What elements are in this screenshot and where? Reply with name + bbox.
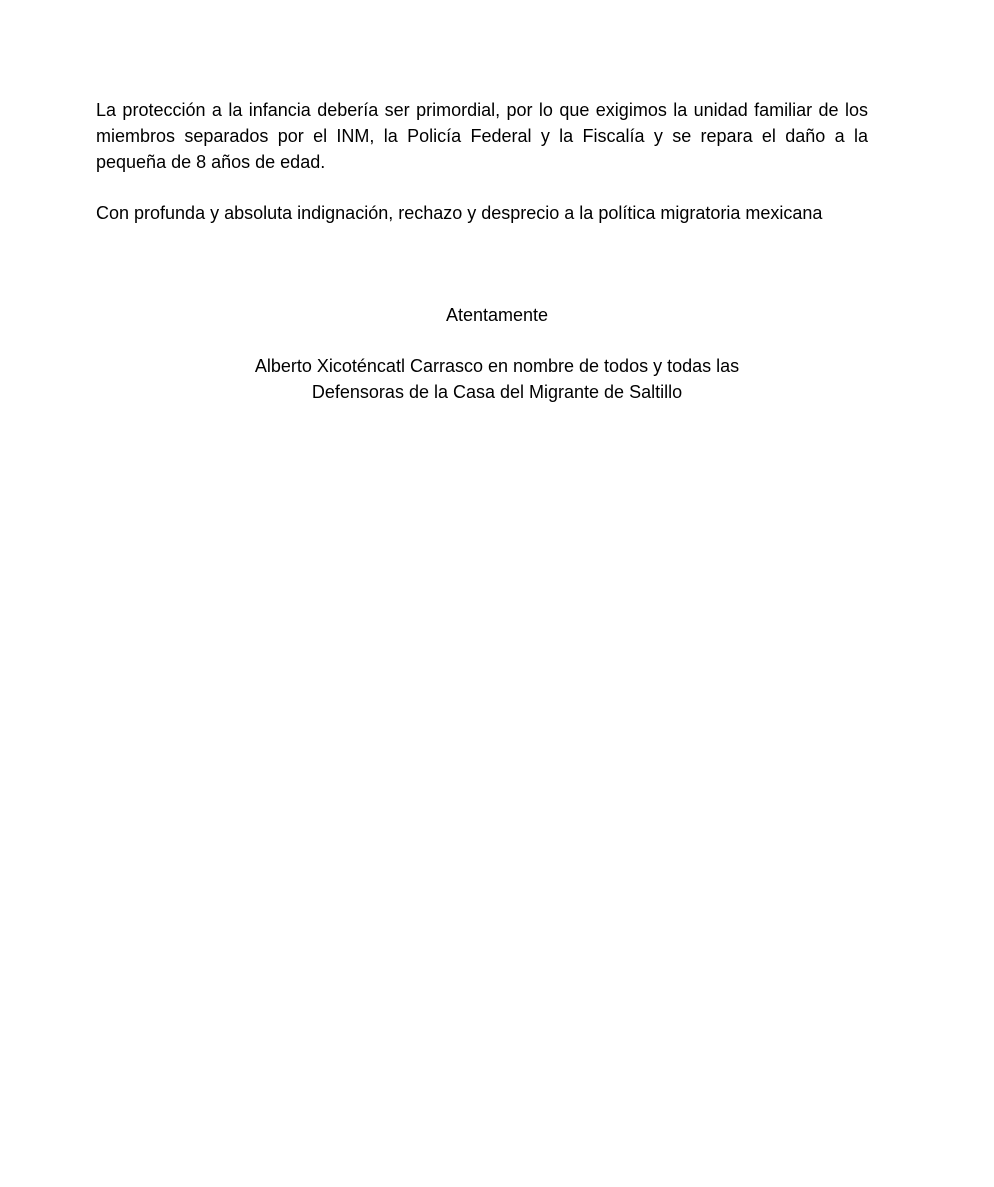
closing-salutation: Atentamente (445, 305, 549, 325)
body-paragraph-infancia: La protección a la infancia debería ser primordial, por lo que exigimos la unidad familiar de los miembros separados por el INM, la Policía Federal y la Fiscalía y se repara el daño a la pequeña de 8 años de edad. (96, 100, 868, 172)
signature-block (0, 353, 994, 405)
signature-line-1: Alberto Xicoténcatl Carrasco en nombre de todos y todas las (254, 356, 740, 376)
signature-line-2: Defensoras de la Casa del Migrante de Saltillo (311, 382, 683, 402)
body-paragraph-indignacion: Con profunda y absoluta indignación, rechazo y desprecio a la política migratoria mexicana (96, 203, 823, 223)
